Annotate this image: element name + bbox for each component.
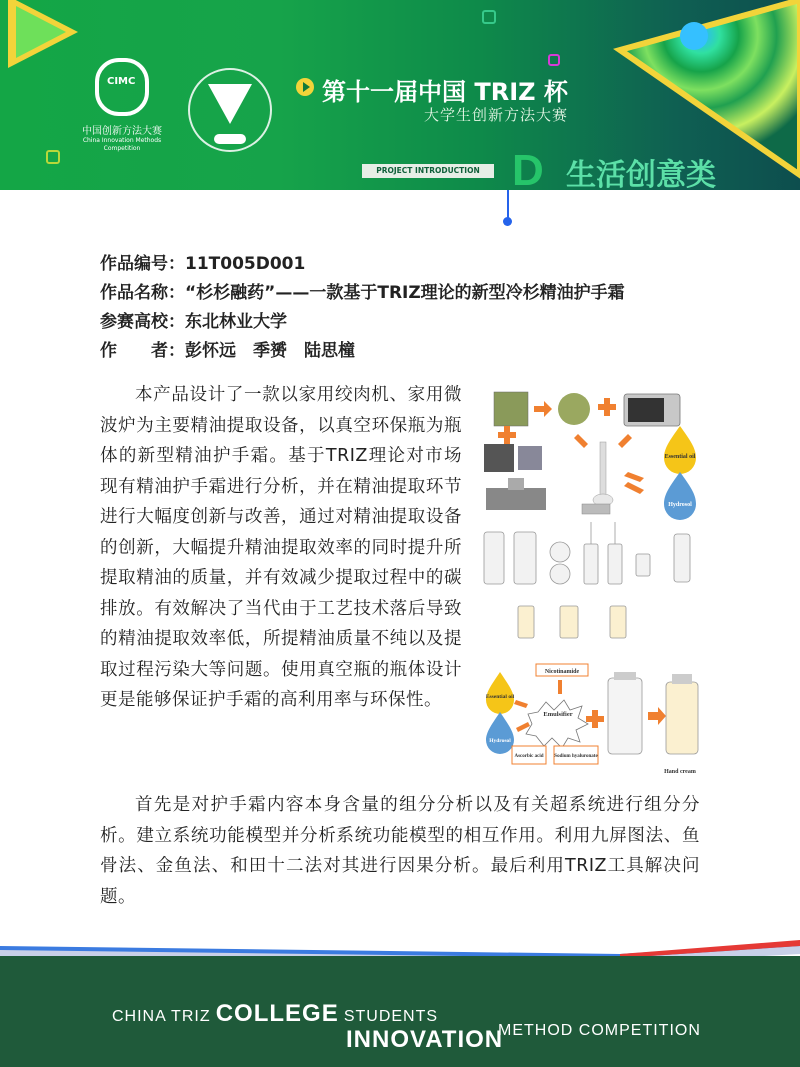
green-triangle-decor bbox=[16, 6, 66, 58]
category-letter: D bbox=[512, 146, 544, 190]
meta-row-school bbox=[100, 308, 625, 337]
footer-word-china-triz: CHINA TRIZ bbox=[112, 1008, 211, 1025]
footer-word-college: COLLEGE bbox=[215, 1000, 339, 1027]
ascorbic-acid-label: Ascorbic acid bbox=[514, 754, 544, 759]
footer-word-students: STUDENTS bbox=[343, 1008, 439, 1025]
triz-cup-logo bbox=[188, 68, 272, 152]
logo-badge bbox=[214, 134, 246, 144]
meta-value: 东北林业大学 bbox=[185, 312, 287, 332]
footer-slogan-line3 bbox=[498, 1020, 701, 1040]
bottle-diagram bbox=[484, 522, 690, 638]
essential-oil-label: Essential oil bbox=[664, 454, 696, 460]
footer-word-method-competition: METHOD COMPETITION bbox=[498, 1022, 701, 1039]
meta-row-authors bbox=[100, 337, 625, 366]
meta-label: 作品编号： bbox=[100, 254, 185, 274]
description-paragraph-2: 首先是对护手霜内容本身含量的组分分析以及有关超系统进行组分分析。建立系统功能模型并分析系统功能模型的相互作用。利用九屏图法、鱼骨法、金鱼法、和田十二法对其进行因果分析。最后利用TRIZ工具解决问题。 bbox=[100, 795, 700, 907]
decor-square bbox=[482, 10, 496, 24]
formula-flow bbox=[486, 664, 698, 775]
extraction-flow bbox=[484, 392, 696, 520]
cimc-logo bbox=[82, 58, 162, 153]
header-banner bbox=[0, 0, 800, 190]
footer-word-innovation: INNOVATION bbox=[346, 1026, 504, 1053]
cimc-logo-mark: CIMC bbox=[95, 58, 149, 116]
emulsifier-label: Emulsifier bbox=[543, 711, 573, 718]
meta-label: 参赛高校： bbox=[100, 312, 185, 332]
meta-value: 11T005D001 bbox=[185, 254, 306, 274]
meta-label: 作 者： bbox=[100, 341, 185, 361]
meta-value: 彭怀远 季赟 陆思橦 bbox=[185, 341, 355, 361]
essential-oil-label-2: Essential oil bbox=[485, 694, 515, 700]
sodium-hyaluronate-label: Sodium hyaluronate bbox=[554, 754, 598, 759]
competition-subtitle: 大学生创新方法大赛 bbox=[424, 106, 569, 124]
process-figure bbox=[478, 382, 700, 782]
meta-label: 作品名称： bbox=[100, 283, 185, 303]
hand-cream-label: Hand cream bbox=[664, 769, 696, 775]
footer-slogan-line2 bbox=[346, 1026, 503, 1054]
cimc-logo-cn: 中国创新方法大赛 bbox=[82, 126, 162, 137]
meta-row-id bbox=[100, 250, 625, 279]
project-meta bbox=[100, 250, 625, 366]
divider-dot bbox=[503, 217, 512, 226]
decor-square bbox=[548, 54, 560, 66]
decor-square bbox=[46, 150, 60, 164]
cimc-logo-en: China Innovation Methods Competition bbox=[82, 137, 162, 152]
competition-title: 第十一届中国 TRIZ 杯 bbox=[322, 78, 568, 106]
meta-value: “杉杉融药”——一款基于TRIZ理论的新型冷杉精油护手霜 bbox=[185, 283, 625, 303]
divider-line bbox=[507, 190, 509, 220]
footer-slogan bbox=[112, 1000, 438, 1028]
triz-t-icon bbox=[208, 84, 252, 124]
description-paragraph-1: 本产品设计了一款以家用绞肉机、家用微波炉为主要精油提取设备，以真空环保瓶为瓶体的新型精油护手霜。基于TRIZ理论对市场现有精油护手霜进行分析，并在精油提取环节进行大幅度创新与改善，通过对精油提取设备的创新，大幅提升精油提取效率的同时提升所提取精油的质量，并有效减少提取过程中的碳排放。有效解决了当代由于工艺技术落后导致的精油提取效率低，所提精油质量不纯以及提取过程污染大等问题。使用真空瓶的瓶体设计更是能够保证护手霜的高利用率与环保性。 bbox=[100, 385, 462, 710]
play-icon bbox=[296, 78, 314, 96]
hydrosol-label-2: Hydrosol bbox=[489, 738, 511, 744]
project-introduction-badge: PROJECT INTRODUCTION bbox=[362, 164, 494, 178]
category-title: 生活创意类 bbox=[566, 158, 716, 190]
nicotinamide-label: Nicotinamide bbox=[544, 669, 580, 675]
meta-row-name bbox=[100, 279, 625, 308]
hydrosol-label: Hydrosol bbox=[668, 502, 692, 508]
